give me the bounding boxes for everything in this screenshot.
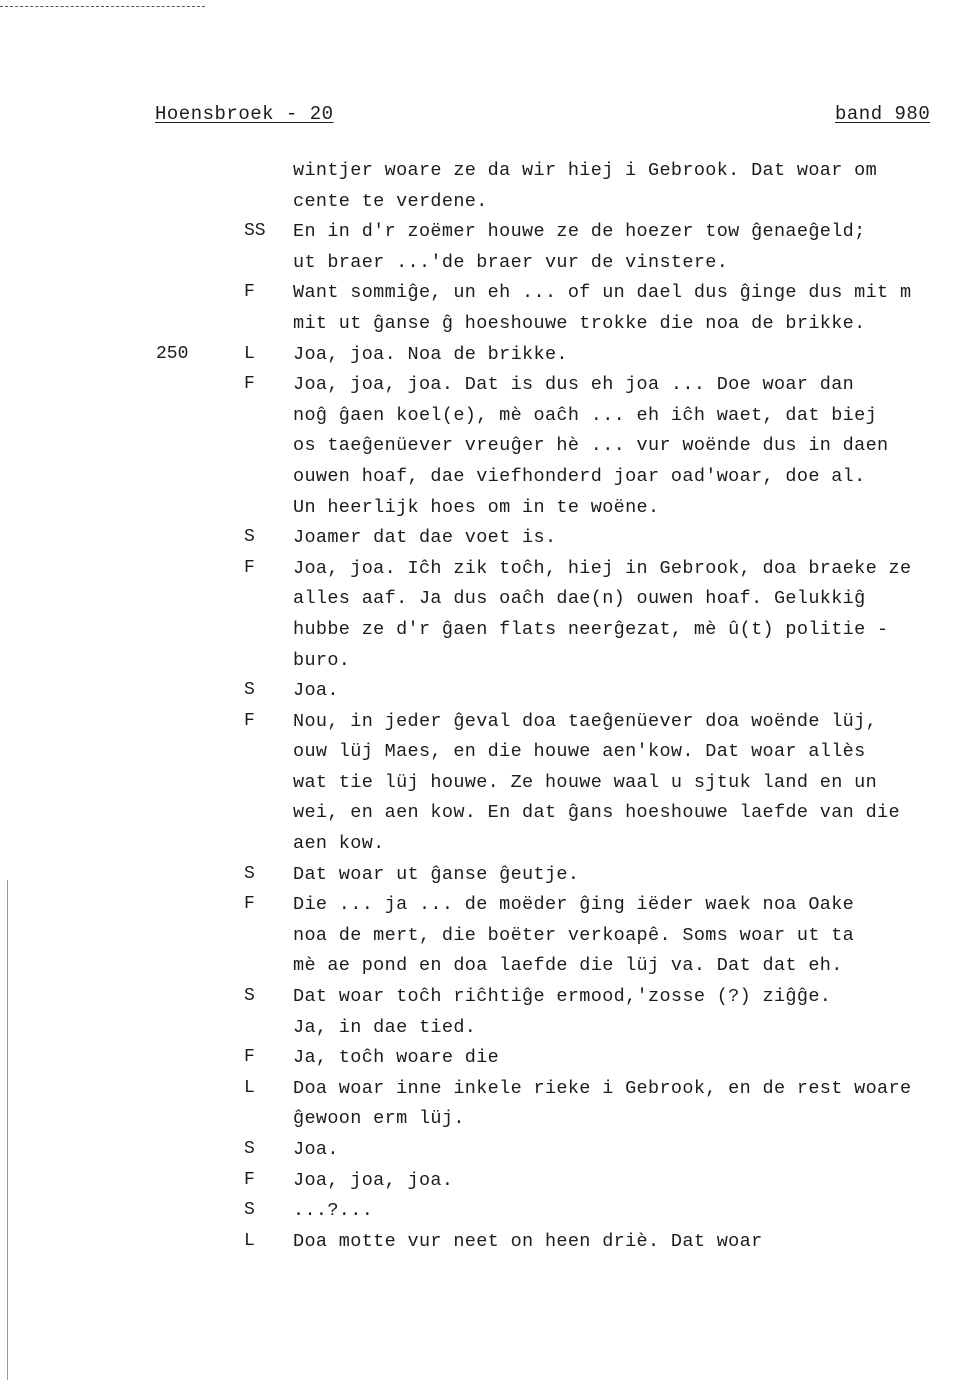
page-header-location: Hoensbroek - 20: [155, 103, 334, 125]
transcript-line: [0, 1108, 973, 1139]
line-text: noĝ ĝaen koel(e), mè oaĉh ... eh iĉh waet, dat biej: [293, 404, 878, 426]
line-text: alles aaf. Ja dus oaĉh dae(n) ouwen hoaf. Gelukkiĝ: [293, 588, 866, 610]
transcript-line: [0, 650, 973, 681]
speaker-code: F: [244, 374, 255, 395]
speaker-code: F: [244, 282, 255, 303]
speaker-code: F: [244, 710, 255, 731]
line-text: Nou, in jeder ĝeval doa taeĝenüever doa woënde lüj,: [293, 710, 878, 732]
transcript-line: [0, 374, 973, 405]
speaker-code: F: [244, 1169, 255, 1190]
transcript-line: [0, 252, 973, 283]
line-text: En in d'r zoëmer houwe ze de hoezer tow ĝenaeĝeld;: [293, 221, 866, 243]
line-text: cente te verdene.: [293, 190, 488, 212]
line-text: Joa, joa, joa. Dat is dus eh joa ... Doe woar dan: [293, 374, 855, 396]
transcript-line: [0, 955, 973, 986]
transcript-line: [0, 619, 973, 650]
line-text: ...?...: [293, 1200, 374, 1222]
line-text: Ja, in dae tied.: [293, 1016, 477, 1038]
line-text: Joa.: [293, 1139, 339, 1160]
transcript-line: [0, 802, 973, 833]
speaker-code: S: [244, 527, 255, 548]
transcript-line: [0, 344, 973, 375]
line-text: ut braer ...'de braer vur de vinstere.: [293, 251, 729, 273]
speaker-code: L: [244, 1230, 255, 1251]
transcript-line: [0, 527, 973, 558]
speaker-code: S: [244, 680, 255, 701]
line-text: ouwen hoaf, dae viefhonderd joar oad'woar, doe al.: [293, 465, 866, 487]
line-text: Joa, joa, joa.: [293, 1169, 454, 1191]
transcript-line: [0, 282, 973, 313]
line-text: ĝewoon erm lüj.: [293, 1108, 465, 1130]
line-text: Joa, joa. Noa de brikke.: [293, 343, 568, 365]
line-text: wat tie lüj houwe. Ze houwe waal u sjtuk land en un: [293, 771, 878, 793]
transcript-line: [0, 925, 973, 956]
line-text: Ja, toĉh woare die: [293, 1047, 500, 1069]
speaker-code: F: [244, 557, 255, 578]
line-text: aen kow.: [293, 833, 385, 855]
transcript-line: [0, 1139, 973, 1170]
transcript-body: [0, 160, 973, 1261]
line-text: mit ut ĝanse ĝ hoeshouwe trokke die noa de brikke.: [293, 312, 866, 334]
line-text: buro.: [293, 649, 351, 671]
line-text: Want sommiĝe, un eh ... of un dael dus ĝinge dus mit m: [293, 282, 912, 304]
line-text: Dat woar toĉh riĉhtiĝe ermood,'zosse (?) ziĝĝe.: [293, 986, 832, 1008]
transcript-line: [0, 160, 973, 191]
speaker-code: S: [244, 986, 255, 1007]
transcript-line: [0, 1200, 973, 1231]
transcript-line: [0, 1078, 973, 1109]
line-text: mè ae pond en doa laefde die lüj va. Dat dat eh.: [293, 955, 843, 977]
transcript-line: [0, 221, 973, 252]
transcript-line: [0, 741, 973, 772]
transcript-line: [0, 680, 973, 711]
transcript-line: [0, 1170, 973, 1201]
transcript-line: [0, 772, 973, 803]
page-header-tape: band 980: [835, 103, 931, 125]
transcript-line: [0, 1017, 973, 1048]
speaker-code: L: [244, 1077, 255, 1098]
line-text: Un heerlijk hoes om in te woëne.: [293, 496, 660, 518]
line-text: ouw lüj Maes, en die houwe aen'kow. Dat woar allès: [293, 741, 866, 763]
line-text: Doa woar inne inkele rieke i Gebrook, en de rest woare: [293, 1077, 912, 1099]
transcript-line: [0, 711, 973, 742]
line-text: Dat woar ut ĝanse ĝeutje.: [293, 863, 580, 885]
transcript-line: [0, 405, 973, 436]
line-text: Joa.: [293, 680, 339, 702]
transcript-line: [0, 191, 973, 222]
speaker-code: S: [244, 863, 255, 884]
speaker-code: L: [244, 343, 255, 364]
line-text: hubbe ze d'r ĝaen flats neerĝezat, mè û(t) politie -: [293, 618, 889, 640]
line-text: Joamer dat dae voet is.: [293, 527, 557, 549]
transcript-line: [0, 497, 973, 528]
transcript-line: [0, 313, 973, 344]
speaker-code: F: [244, 1047, 255, 1068]
speaker-code: S: [244, 1139, 255, 1159]
transcript-line: [0, 1047, 973, 1078]
line-text: os taeĝenüever vreuĝer hè ... vur woënde dus in daen: [293, 435, 889, 457]
line-text: Doa motte vur neet on heen driè. Dat woar: [293, 1230, 763, 1252]
line-text: wintjer woare ze da wir hiej i Gebrook. Dat woar om: [293, 160, 878, 181]
speaker-code: S: [244, 1200, 255, 1221]
transcript-line: [0, 466, 973, 497]
top-edge-rule: [0, 6, 205, 7]
speaker-code: SS: [244, 221, 266, 242]
transcript-line: [0, 864, 973, 895]
speaker-code: F: [244, 894, 255, 915]
transcript-line: [0, 558, 973, 589]
transcript-line: [0, 894, 973, 925]
line-text: Joa, joa. Iĉh zik toĉh, hiej in Gebrook, doa braeke ze: [293, 557, 912, 579]
transcript-line: [0, 435, 973, 466]
line-number: 250: [156, 343, 189, 364]
line-text: Die ... ja ... de moëder ĝing iëder waek noa Oake: [293, 894, 855, 916]
line-text: wei, en aen kow. En dat ĝans hoeshouwe laefde van die: [293, 802, 900, 824]
transcript-line: [0, 833, 973, 864]
transcript-line: [0, 588, 973, 619]
transcript-line: [0, 1231, 973, 1262]
transcript-line: [0, 986, 973, 1017]
line-text: noa de mert, die boëter verkoapê. Soms woar ut ta: [293, 924, 855, 946]
